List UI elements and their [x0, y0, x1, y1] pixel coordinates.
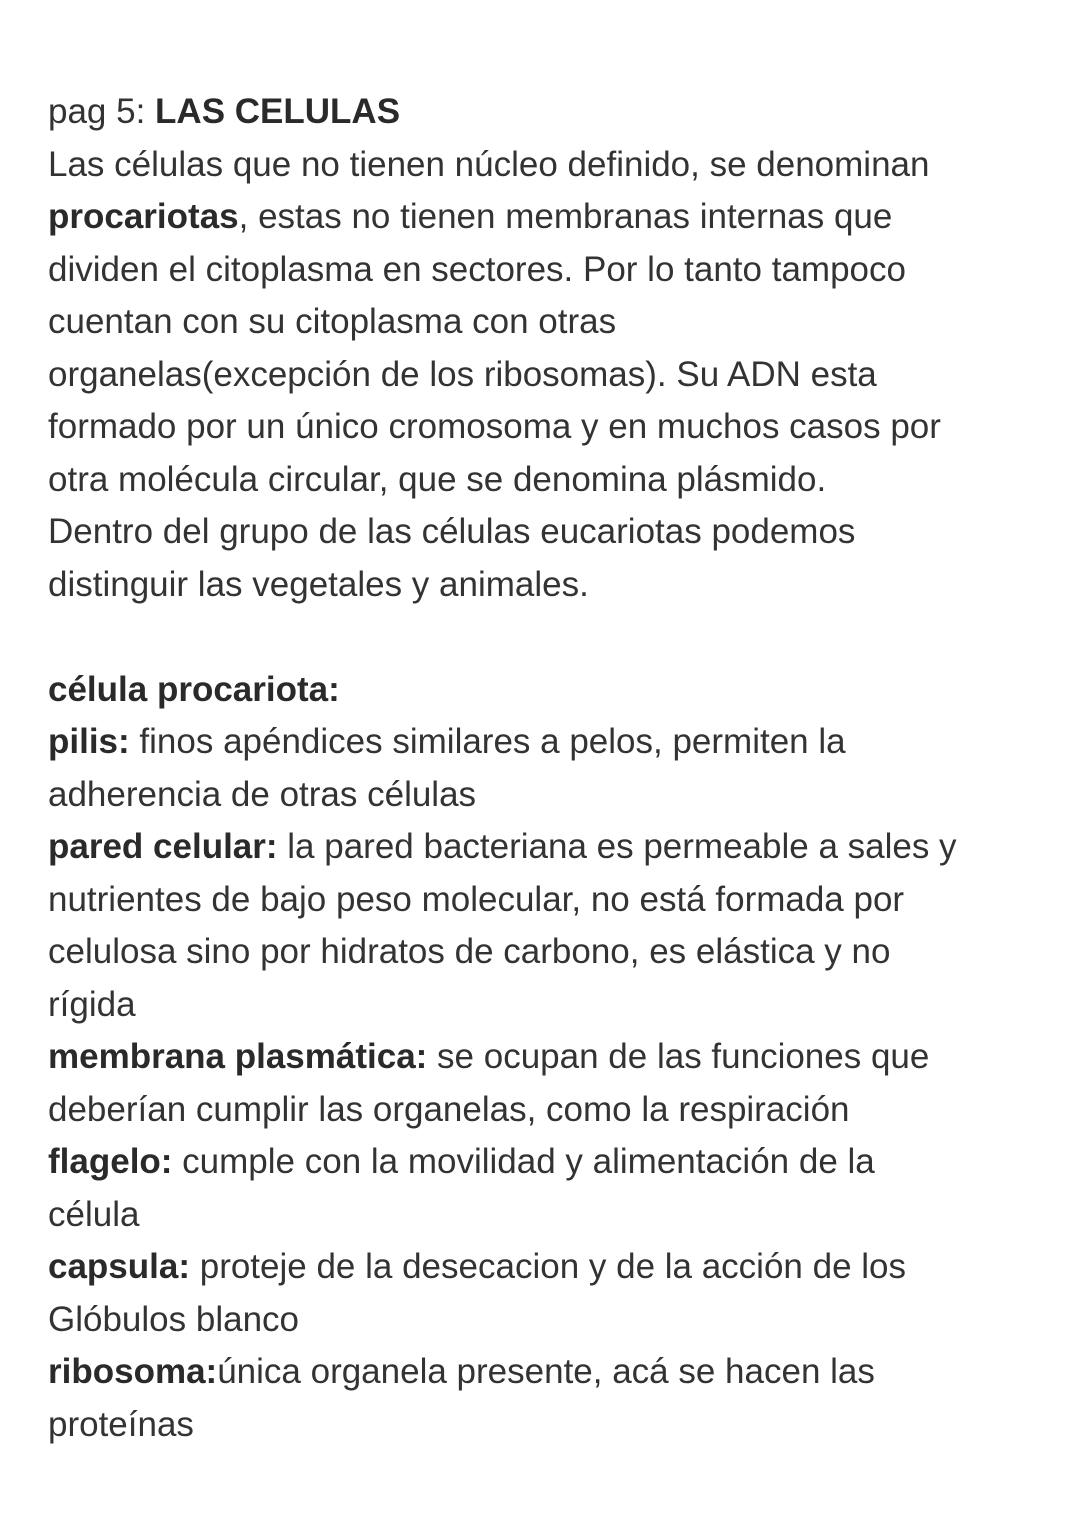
bold-term: membrana plasmática: — [48, 1037, 428, 1076]
text-segment: nutrientes de bajo peso molecular, no está formada por — [48, 879, 905, 919]
text-line — [48, 979, 957, 1032]
text-segment: finos apéndices similares a pelos, permiten la — [129, 722, 846, 761]
text-segment: proteje de la desecacion y de la acción de los — [190, 1247, 907, 1286]
bold-term: procariotas — [48, 197, 239, 236]
text-line — [48, 1189, 957, 1242]
text-segment: formado por un único cromosoma y en muchos casos por — [48, 407, 941, 446]
bold-term: pilis: — [48, 722, 130, 761]
text-segment: se ocupan de las funciones que — [427, 1037, 930, 1076]
text-segment: Dentro del grupo de las células eucariotas podemos — [48, 512, 856, 551]
document-body — [48, 86, 957, 1451]
text-segment: , estas no tienen membranas internas que — [238, 197, 893, 236]
text-segment: Glóbulos blanco — [48, 1299, 299, 1339]
text-segment: celulosa sino por hidratos de carbono, es elástica y no — [48, 932, 891, 971]
bold-term: flagelo: — [48, 1142, 173, 1181]
text-segment: otra molécula circular, que se denomina plásmido. — [48, 459, 827, 499]
bold-term: capsula: — [48, 1247, 190, 1286]
text-line — [48, 454, 957, 507]
text-segment: cuentan con su citoplasma con otras — [48, 302, 617, 341]
text-segment: adherencia de otras células — [48, 774, 477, 814]
text-line — [48, 1084, 957, 1137]
text-line — [48, 1399, 957, 1452]
text-line — [48, 1294, 957, 1347]
text-line — [48, 1346, 957, 1399]
text-line — [48, 926, 957, 979]
text-segment: célula — [48, 1194, 140, 1234]
text-segment: proteínas — [48, 1404, 194, 1444]
text-segment: cumple con la movilidad y alimentación de la — [172, 1142, 875, 1181]
text-segment: deberían cumplir las organelas, como la respiración — [48, 1089, 850, 1129]
text-line — [48, 716, 957, 769]
bold-term: ribosoma: — [48, 1352, 218, 1391]
text-segment: distinguir las vegetales y animales. — [48, 564, 589, 604]
text-segment: pag 5: — [48, 92, 156, 131]
text-line — [48, 296, 957, 349]
text-line — [48, 664, 957, 717]
text-line — [48, 1136, 957, 1189]
text-line — [48, 559, 957, 612]
bold-term: LAS CELULAS — [155, 92, 401, 131]
text-line — [48, 349, 957, 402]
text-line — [48, 506, 957, 559]
text-line — [48, 401, 957, 454]
text-segment: la pared bacteriana es permeable a sales y — [277, 827, 957, 866]
text-line — [48, 611, 957, 664]
text-segment: dividen el citoplasma en sectores. Por lo tanto tampoco — [48, 249, 906, 289]
text-line — [48, 1241, 957, 1294]
text-line — [48, 821, 957, 874]
text-segment: organelas(excepción de los ribosomas). Su ADN esta — [48, 354, 877, 394]
page-title — [48, 86, 957, 139]
text-segment: única organela presente, acá se hacen las — [217, 1352, 875, 1391]
text-line — [48, 191, 957, 244]
bold-term: célula procariota: — [48, 669, 340, 709]
bold-term: pared celular: — [48, 827, 278, 866]
text-segment: rígida — [48, 984, 136, 1024]
text-line — [48, 244, 957, 297]
text-line — [48, 874, 957, 927]
text-line — [48, 1031, 957, 1084]
text-line — [48, 769, 957, 822]
text-line — [48, 139, 957, 192]
text-segment: Las células que no tienen núcleo definido, se denominan — [48, 144, 930, 184]
